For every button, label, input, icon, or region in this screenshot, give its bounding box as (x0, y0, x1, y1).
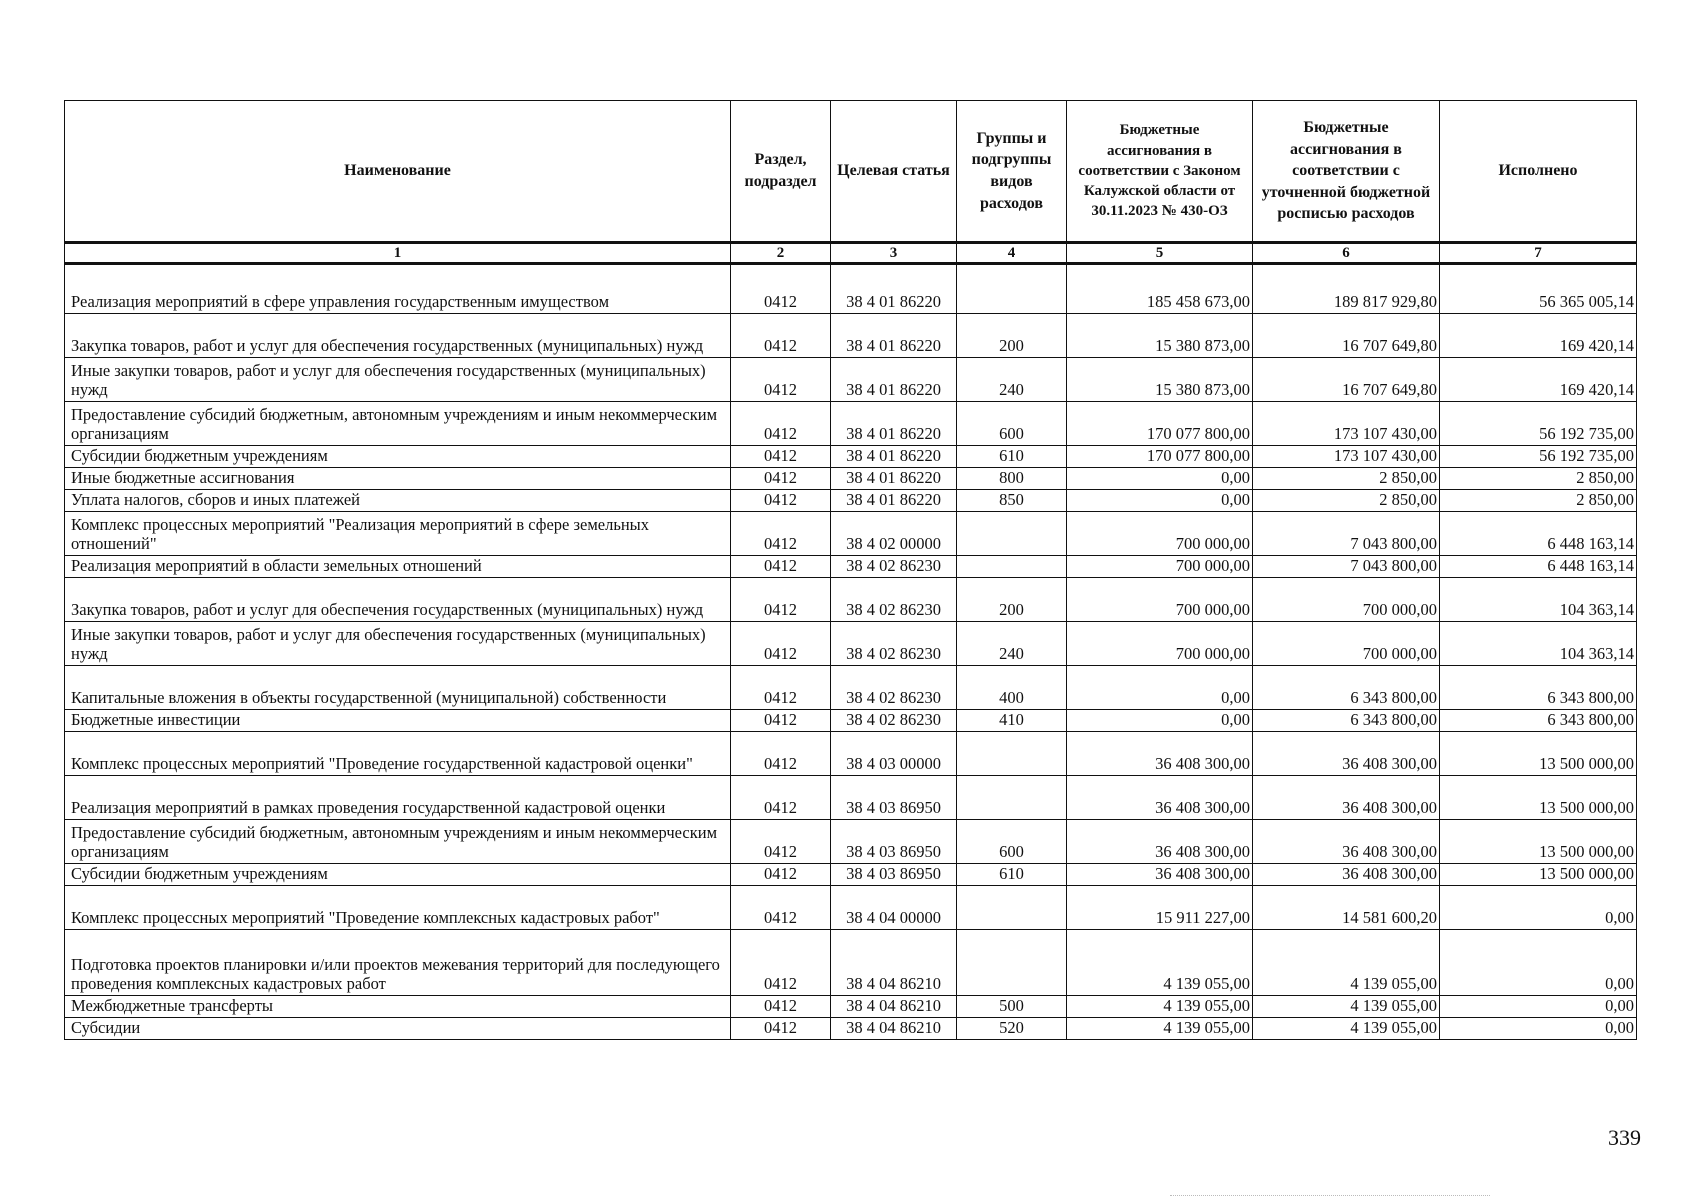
row-section: 0412 (731, 512, 831, 556)
column-number-row (65, 243, 1637, 264)
row-expense-group: 600 (957, 402, 1067, 446)
row-name: Закупка товаров, работ и услуг для обеспечения государственных (муниципальных) нужд (65, 578, 731, 622)
row-refined-allocation: 4 139 055,00 (1253, 996, 1440, 1018)
row-refined-allocation: 4 139 055,00 (1253, 1018, 1440, 1040)
column-number: 4 (957, 243, 1067, 264)
row-expense-group: 600 (957, 820, 1067, 864)
row-expense-group (957, 556, 1067, 578)
row-refined-allocation: 16 707 649,80 (1253, 314, 1440, 358)
header-row (65, 101, 1637, 243)
row-refined-allocation: 700 000,00 (1253, 622, 1440, 666)
row-section: 0412 (731, 1018, 831, 1040)
row-expense-group: 240 (957, 622, 1067, 666)
row-law-allocation: 4 139 055,00 (1067, 930, 1253, 996)
row-target-article: 38 4 03 86950 (831, 776, 957, 820)
row-target-article: 38 4 02 86230 (831, 710, 957, 732)
row-refined-allocation: 36 408 300,00 (1253, 820, 1440, 864)
row-law-allocation: 0,00 (1067, 468, 1253, 490)
table-row (65, 776, 1637, 820)
row-law-allocation: 4 139 055,00 (1067, 1018, 1253, 1040)
row-section: 0412 (731, 622, 831, 666)
row-section: 0412 (731, 446, 831, 468)
table-row (65, 732, 1637, 776)
row-executed: 6 448 163,14 (1440, 556, 1637, 578)
row-refined-allocation: 2 850,00 (1253, 468, 1440, 490)
row-name: Бюджетные инвестиции (65, 710, 731, 732)
row-name: Комплекс процессных мероприятий "Реализация мероприятий в сфере земельных отношений" (65, 512, 731, 556)
row-target-article: 38 4 03 86950 (831, 864, 957, 886)
row-refined-allocation: 2 850,00 (1253, 490, 1440, 512)
table-row (65, 264, 1637, 314)
row-executed: 2 850,00 (1440, 490, 1637, 512)
row-refined-allocation: 36 408 300,00 (1253, 732, 1440, 776)
row-section: 0412 (731, 468, 831, 490)
row-name: Закупка товаров, работ и услуг для обеспечения государственных (муниципальных) нужд (65, 314, 731, 358)
row-executed: 169 420,14 (1440, 358, 1637, 402)
row-refined-allocation: 7 043 800,00 (1253, 512, 1440, 556)
row-target-article: 38 4 01 86220 (831, 490, 957, 512)
row-law-allocation: 700 000,00 (1067, 512, 1253, 556)
row-target-article: 38 4 02 86230 (831, 578, 957, 622)
row-target-article: 38 4 01 86220 (831, 264, 957, 314)
table-row (65, 556, 1637, 578)
table-row (65, 1018, 1637, 1040)
row-law-allocation: 185 458 673,00 (1067, 264, 1253, 314)
row-section: 0412 (731, 864, 831, 886)
row-name: Иные закупки товаров, работ и услуг для обеспечения государственных (муниципальных) нужд (65, 622, 731, 666)
column-number: 5 (1067, 243, 1253, 264)
row-refined-allocation: 173 107 430,00 (1253, 402, 1440, 446)
row-expense-group: 800 (957, 468, 1067, 490)
row-name: Реализация мероприятий в рамках проведения государственной кадастровой оценки (65, 776, 731, 820)
row-expense-group: 610 (957, 864, 1067, 886)
row-name: Иные бюджетные ассигнования (65, 468, 731, 490)
table-row (65, 886, 1637, 930)
row-target-article: 38 4 01 86220 (831, 468, 957, 490)
row-target-article: 38 4 03 86950 (831, 820, 957, 864)
row-name: Предоставление субсидий бюджетным, автономным учреждениям и иным некоммерческим организациям (65, 402, 731, 446)
table-row (65, 820, 1637, 864)
row-law-allocation: 15 380 873,00 (1067, 358, 1253, 402)
table-row (65, 666, 1637, 710)
row-executed: 0,00 (1440, 1018, 1637, 1040)
row-executed: 6 343 800,00 (1440, 710, 1637, 732)
row-section: 0412 (731, 776, 831, 820)
row-name: Субсидии (65, 1018, 731, 1040)
row-target-article: 38 4 02 86230 (831, 666, 957, 710)
row-section: 0412 (731, 820, 831, 864)
row-expense-group (957, 776, 1067, 820)
row-name: Иные закупки товаров, работ и услуг для обеспечения государственных (муниципальных) нужд (65, 358, 731, 402)
row-name: Комплекс процессных мероприятий "Проведение комплексных кадастровых работ" (65, 886, 731, 930)
row-law-allocation: 170 077 800,00 (1067, 446, 1253, 468)
table-row (65, 314, 1637, 358)
header-group: Группы и подгруппы видов расходов (957, 101, 1067, 243)
row-section: 0412 (731, 710, 831, 732)
row-law-allocation: 0,00 (1067, 666, 1253, 710)
row-section: 0412 (731, 930, 831, 996)
row-executed: 169 420,14 (1440, 314, 1637, 358)
row-expense-group: 520 (957, 1018, 1067, 1040)
row-section: 0412 (731, 358, 831, 402)
row-law-allocation: 170 077 800,00 (1067, 402, 1253, 446)
header-target: Целевая статья (831, 101, 957, 243)
page-number: 339 (1608, 1125, 1641, 1150)
row-law-allocation: 4 139 055,00 (1067, 996, 1253, 1018)
row-section: 0412 (731, 556, 831, 578)
row-executed: 56 365 005,14 (1440, 264, 1637, 314)
row-executed: 56 192 735,00 (1440, 446, 1637, 468)
row-law-allocation: 36 408 300,00 (1067, 732, 1253, 776)
row-expense-group: 200 (957, 578, 1067, 622)
row-executed: 56 192 735,00 (1440, 402, 1637, 446)
row-law-allocation: 36 408 300,00 (1067, 776, 1253, 820)
column-number: 6 (1253, 243, 1440, 264)
row-name: Капитальные вложения в объекты государственной (муниципальной) собственности (65, 666, 731, 710)
table-row (65, 578, 1637, 622)
row-name: Межбюджетные трансферты (65, 996, 731, 1018)
row-name: Подготовка проектов планировки и/или проектов межевания территорий для последующего проведения комплексных кадастровых работ (65, 930, 731, 996)
row-refined-allocation: 16 707 649,80 (1253, 358, 1440, 402)
row-refined-allocation: 7 043 800,00 (1253, 556, 1440, 578)
row-executed: 6 343 800,00 (1440, 666, 1637, 710)
table-row (65, 622, 1637, 666)
row-name: Субсидии бюджетным учреждениям (65, 446, 731, 468)
table-row (65, 930, 1637, 996)
row-target-article: 38 4 01 86220 (831, 446, 957, 468)
row-section: 0412 (731, 996, 831, 1018)
row-law-allocation: 700 000,00 (1067, 622, 1253, 666)
row-target-article: 38 4 03 00000 (831, 732, 957, 776)
row-executed: 0,00 (1440, 930, 1637, 996)
table-row (65, 996, 1637, 1018)
row-expense-group (957, 512, 1067, 556)
row-refined-allocation: 6 343 800,00 (1253, 666, 1440, 710)
table-row (65, 468, 1637, 490)
row-target-article: 38 4 04 00000 (831, 886, 957, 930)
row-target-article: 38 4 04 86210 (831, 996, 957, 1018)
header-section: Раздел, подраздел (731, 101, 831, 243)
header-refined-allocations: Бюджетные ассигнования в соответствии с уточненной бюджетной росписью расходов (1253, 101, 1440, 243)
table-row (65, 358, 1637, 402)
row-section: 0412 (731, 314, 831, 358)
row-section: 0412 (731, 490, 831, 512)
row-executed: 13 500 000,00 (1440, 864, 1637, 886)
row-target-article: 38 4 01 86220 (831, 402, 957, 446)
row-target-article: 38 4 04 86210 (831, 1018, 957, 1040)
row-section: 0412 (731, 402, 831, 446)
table-row (65, 402, 1637, 446)
row-expense-group: 200 (957, 314, 1067, 358)
row-expense-group: 610 (957, 446, 1067, 468)
table-row (65, 864, 1637, 886)
row-refined-allocation: 6 343 800,00 (1253, 710, 1440, 732)
row-expense-group: 850 (957, 490, 1067, 512)
header-name: Наименование (65, 101, 731, 243)
row-executed: 0,00 (1440, 886, 1637, 930)
row-name: Реализация мероприятий в сфере управления государственным имуществом (65, 264, 731, 314)
row-law-allocation: 36 408 300,00 (1067, 820, 1253, 864)
row-executed: 13 500 000,00 (1440, 776, 1637, 820)
row-target-article: 38 4 04 86210 (831, 930, 957, 996)
row-name: Комплекс процессных мероприятий "Проведение государственной кадастровой оценки" (65, 732, 731, 776)
row-target-article: 38 4 02 00000 (831, 512, 957, 556)
row-law-allocation: 0,00 (1067, 490, 1253, 512)
row-section: 0412 (731, 666, 831, 710)
column-number: 2 (731, 243, 831, 264)
column-number: 1 (65, 243, 731, 264)
row-target-article: 38 4 02 86230 (831, 556, 957, 578)
row-expense-group (957, 886, 1067, 930)
table-row (65, 446, 1637, 468)
row-section: 0412 (731, 732, 831, 776)
row-executed: 13 500 000,00 (1440, 820, 1637, 864)
row-name: Предоставление субсидий бюджетным, автономным учреждениям и иным некоммерческим организациям (65, 820, 731, 864)
row-expense-group (957, 264, 1067, 314)
table-body (65, 264, 1637, 1040)
row-refined-allocation: 700 000,00 (1253, 578, 1440, 622)
row-executed: 13 500 000,00 (1440, 732, 1637, 776)
row-refined-allocation: 4 139 055,00 (1253, 930, 1440, 996)
row-expense-group (957, 732, 1067, 776)
row-law-allocation: 15 380 873,00 (1067, 314, 1253, 358)
table-row (65, 490, 1637, 512)
row-law-allocation: 700 000,00 (1067, 578, 1253, 622)
row-expense-group: 240 (957, 358, 1067, 402)
row-refined-allocation: 14 581 600,20 (1253, 886, 1440, 930)
budget-table-sheet (64, 100, 1636, 1040)
row-expense-group: 410 (957, 710, 1067, 732)
row-law-allocation: 0,00 (1067, 710, 1253, 732)
row-target-article: 38 4 02 86230 (831, 622, 957, 666)
row-name: Реализация мероприятий в области земельных отношений (65, 556, 731, 578)
row-expense-group (957, 930, 1067, 996)
table-row (65, 512, 1637, 556)
row-section: 0412 (731, 886, 831, 930)
row-section: 0412 (731, 578, 831, 622)
column-number: 7 (1440, 243, 1637, 264)
row-refined-allocation: 189 817 929,80 (1253, 264, 1440, 314)
header-executed: Исполнено (1440, 101, 1637, 243)
row-executed: 6 448 163,14 (1440, 512, 1637, 556)
row-law-allocation: 15 911 227,00 (1067, 886, 1253, 930)
row-refined-allocation: 36 408 300,00 (1253, 776, 1440, 820)
row-refined-allocation: 173 107 430,00 (1253, 446, 1440, 468)
column-number: 3 (831, 243, 957, 264)
scan-artifact-line (1170, 1195, 1490, 1196)
row-name: Уплата налогов, сборов и иных платежей (65, 490, 731, 512)
header-law-allocations: Бюджетные ассигнования в соответствии с Законом Калужской области от 30.11.2023 № 430-ОЗ (1067, 101, 1253, 243)
row-name: Субсидии бюджетным учреждениям (65, 864, 731, 886)
row-law-allocation: 700 000,00 (1067, 556, 1253, 578)
row-refined-allocation: 36 408 300,00 (1253, 864, 1440, 886)
row-target-article: 38 4 01 86220 (831, 314, 957, 358)
row-executed: 2 850,00 (1440, 468, 1637, 490)
row-executed: 0,00 (1440, 996, 1637, 1018)
row-executed: 104 363,14 (1440, 622, 1637, 666)
row-expense-group: 400 (957, 666, 1067, 710)
row-expense-group: 500 (957, 996, 1067, 1018)
table-row (65, 710, 1637, 732)
budget-execution-table (64, 100, 1637, 1040)
row-target-article: 38 4 01 86220 (831, 358, 957, 402)
row-law-allocation: 36 408 300,00 (1067, 864, 1253, 886)
row-section: 0412 (731, 264, 831, 314)
row-executed: 104 363,14 (1440, 578, 1637, 622)
